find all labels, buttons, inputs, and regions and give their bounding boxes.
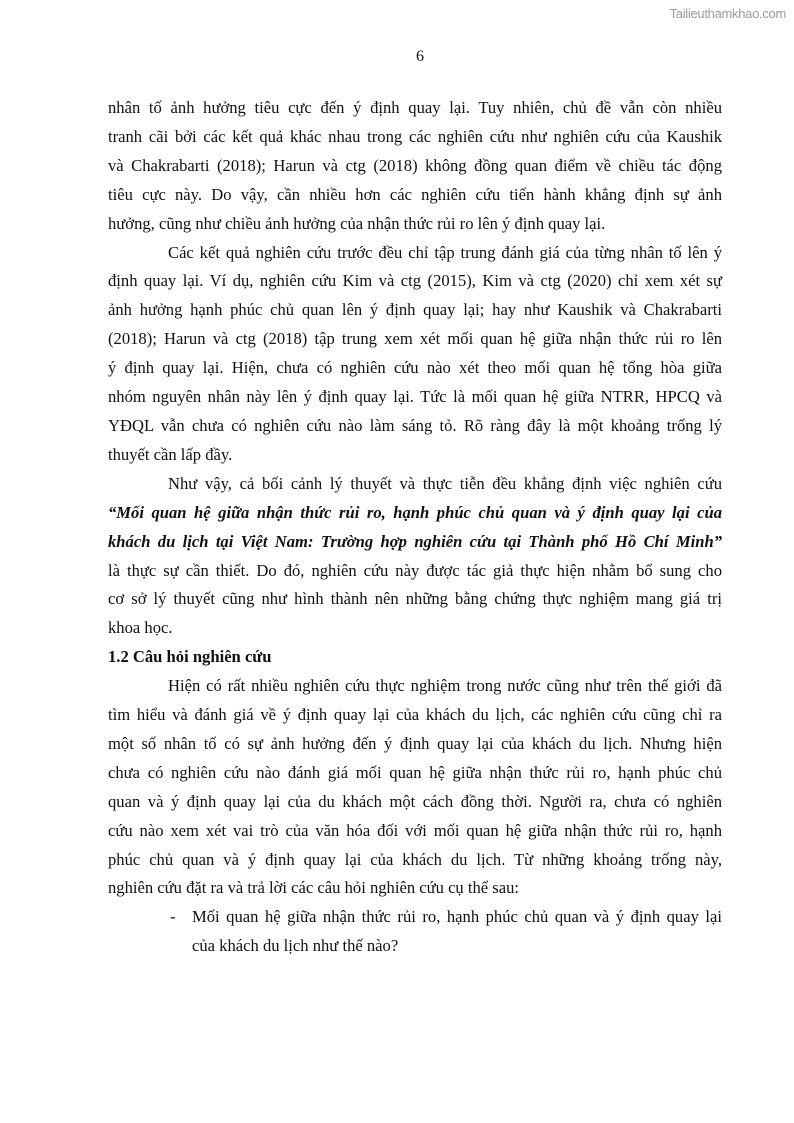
text-line: của khách du lịch như thế nào? — [192, 936, 399, 956]
section-heading: 1.2 Câu hỏi nghiên cứu — [108, 647, 272, 667]
paragraph-1 — [108, 94, 722, 239]
text-line: tìm hiểu và đánh giá về ý định quay lại của khách du lịch, các nghiên cứu cũng chỉ ra — [108, 705, 722, 725]
page-number: 6 — [416, 48, 424, 65]
text-line: cứu nào xem xét vai trò của văn hóa đối với mối quan hệ giữa nhận thức rủi ro, hạnh — [108, 820, 722, 840]
text-line: tranh cãi bởi các kết quả khác nhau trong các nghiên cứu như nghiên cứu của Kaushik — [108, 126, 722, 146]
text-line: Các kết quả nghiên cứu trước đều chỉ tập trung đánh giá của từng nhân tố lên ý — [168, 242, 722, 262]
text-line: và Chakrabarti (2018); Harun và ctg (2018) không đồng quan điểm về chiều tác động — [108, 155, 722, 175]
text-line: (2018); Harun và ctg (2018) tập trung xem xét mối quan hệ giữa nhận thức rủi ro lên — [108, 329, 722, 349]
text-line: thuyết cần lấp đầy. — [108, 444, 233, 464]
text-line: Hiện có rất nhiều nghiên cứu thực nghiệm trong nước cũng như trên thế giới đã — [168, 676, 722, 696]
text-line: Như vậy, cả bối cảnh lý thuyết và thực tiễn đều khẳng định việc nghiên cứu — [168, 473, 722, 493]
text-line: một số nhân tố có sự ảnh hưởng đến ý định quay lại của khách du lịch. Nhưng hiện — [108, 733, 722, 753]
text-line: phúc chủ quan và ý định quay lại của khách du lịch. Từ những khoảng trống này, — [108, 849, 722, 869]
document-body — [108, 94, 722, 961]
watermark: Tailieuthamkhao.com — [669, 6, 786, 21]
text-line: quan và ý định quay lại của du khách một cách đồng thời. Người ra, chưa có nghiên — [108, 791, 722, 811]
paragraph-2 — [108, 239, 722, 470]
text-line: nghiên cứu đặt ra và trả lời các câu hỏi nghiên cứu cụ thể sau: — [108, 878, 520, 898]
text-line: hưởng, cũng như chiều ảnh hưởng của nhận thức rủi ro lên ý định quay lại. — [108, 213, 606, 233]
paragraph-3 — [108, 470, 722, 643]
text-line: nhân tố ảnh hưởng tiêu cực đến ý định quay lại. Tuy nhiên, chủ đề vẫn còn nhiều — [108, 98, 722, 117]
bullet-dash: - — [170, 907, 176, 927]
text-line: YĐQL vẫn chưa có nghiên cứu nào làm sáng tỏ. Rõ ràng đây là một khoảng trống lý — [108, 415, 722, 435]
study-title-line: “Mối quan hệ giữa nhận thức rủi ro, hạnh phúc chủ quan và ý định quay lại của — [108, 502, 722, 522]
text-line: Mối quan hệ giữa nhận thức rủi ro, hạnh phúc chủ quan và ý định quay lại — [192, 907, 722, 927]
text-line: cơ sở lý thuyết cũng như hình thành nên những bằng chứng thực nghiệm mang giá trị — [108, 589, 722, 609]
study-title-line: khách du lịch tại Việt Nam: Trường hợp nghiên cứu tại Thành phố Hồ Chí Minh” — [108, 531, 722, 551]
text-line: tiêu cực này. Do vậy, cần nhiều hơn các nghiên cứu tiến hành khẳng định sự ảnh — [108, 184, 722, 204]
text-line: ý định quay lại. Hiện, chưa có nghiên cứu nào xét theo mối quan hệ tổng hòa giữa — [108, 358, 722, 378]
text-line: chưa có nghiên cứu nào đánh giá mối quan hệ giữa nhận thức rủi ro, hạnh phúc chủ — [108, 762, 722, 782]
paragraph-4 — [108, 672, 722, 903]
text-line: là thực sự cần thiết. Do đó, nghiên cứu này được tác giả thực hiện nhằm bổ sung cho — [108, 560, 722, 580]
text-line: ảnh hưởng hạnh phúc chủ quan lên ý định quay lại; hay như Kaushik và Chakrabarti — [108, 300, 722, 320]
bullet-item — [108, 903, 722, 961]
text-line: nhóm nguyên nhân này lên ý định quay lại. Tức là mối quan hệ giữa NTRR, HPCQ và — [108, 387, 722, 407]
text-line: định quay lại. Ví dụ, nghiên cứu Kim và ctg (2015), Kim và ctg (2020) chỉ xem xét sự — [108, 271, 722, 291]
text-line: khoa học. — [108, 618, 173, 638]
